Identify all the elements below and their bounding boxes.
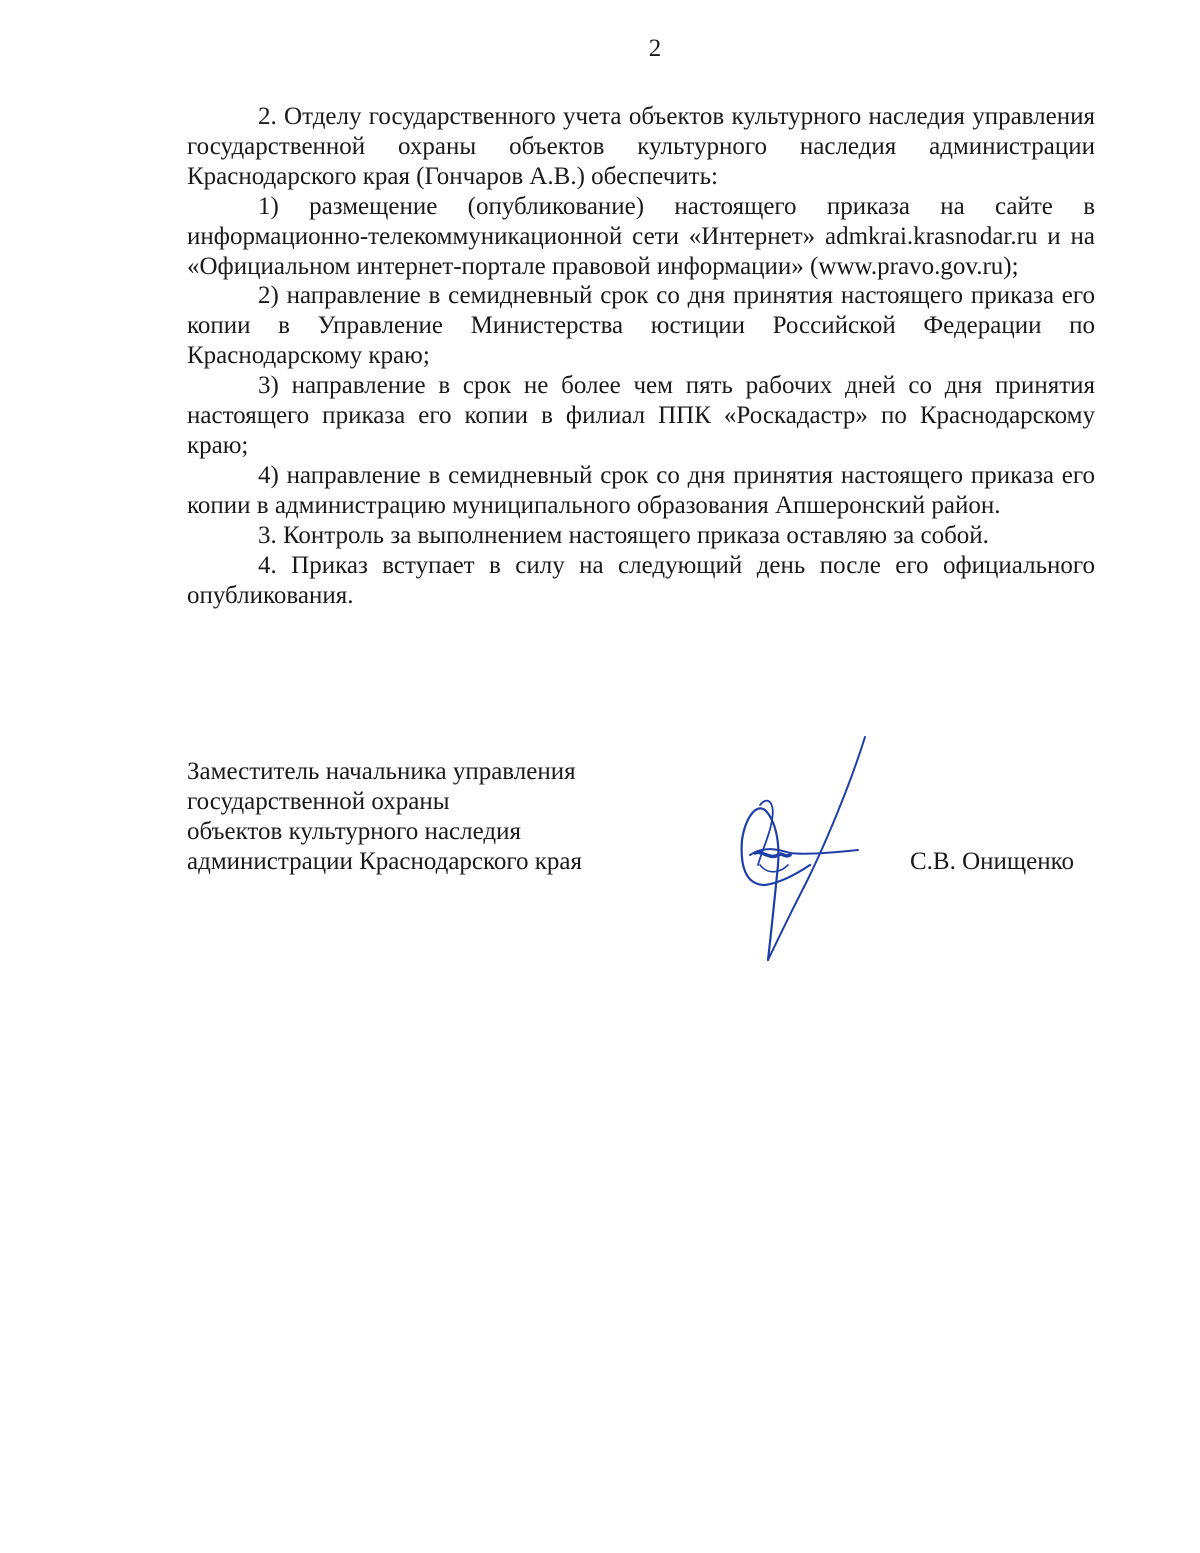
page-number: 2 — [648, 35, 662, 62]
paragraph-4: 4. Приказ вступает в силу на следующий день после его официального опубликования. — [187, 551, 1095, 609]
signer-name: С.В. Онищенко — [910, 848, 1075, 875]
document-body — [187, 102, 1095, 610]
paragraph-2-4: 4) направление в семидневный срок со дня принятия настоящего приказа его копии в администрацию муниципального образования Апшеронский район. — [187, 461, 1095, 519]
paragraph-2-1: 1) размещение (опубликование) настоящего приказа на сайте в информационно-телекоммуникационной сети «Интернет» admkrai.krasnodar.ru и на «Официальном интернет-портале правовой информации» (www.pravo.gov.ru); — [187, 192, 1095, 280]
paragraph-3: 3. Контроль за выполнением настоящего приказа оставляю за собой. — [258, 521, 989, 549]
paragraph-2-3: 3) направление в срок не более чем пять рабочих дней со дня принятия настоящего приказа его копии в филиал ППК «Роскадастр» по Краснодарскому краю; — [187, 372, 1095, 459]
handwritten-signature — [720, 725, 880, 965]
signer-position — [187, 757, 647, 877]
paragraph-2: 2. Отделу государственного учета объектов культурного наследия управления государственной охраны объектов культурного наследия администрации Краснодарского края (Гончаров А.В.) обеспечить: — [187, 103, 1095, 190]
position-line: объектов культурного наследия — [187, 818, 521, 845]
position-line: Заместитель начальника управления — [187, 758, 576, 785]
position-line: администрации Краснодарского края — [187, 848, 583, 875]
position-line: государственной охраны — [187, 788, 450, 815]
paragraph-2-2: 2) направление в семидневный срок со дня принятия настоящего приказа его копии в Управление Министерства юстиции Российской Федерации по Краснодарскому краю; — [187, 282, 1095, 370]
